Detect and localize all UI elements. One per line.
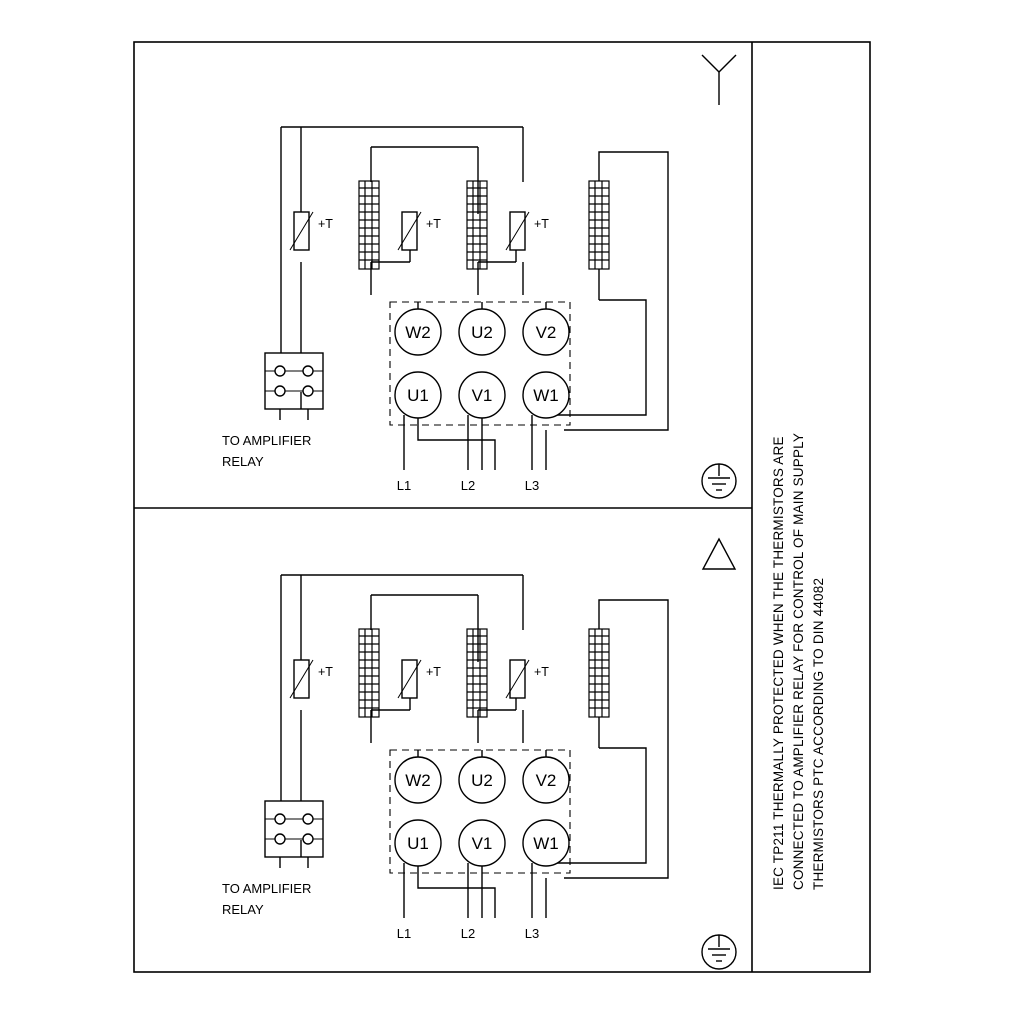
amplifier-label-line2: RELAY bbox=[222, 454, 264, 469]
amplifier-label-line1: TO AMPLIFIER bbox=[222, 433, 312, 448]
supply-label-L2: L2 bbox=[460, 926, 476, 941]
motor-coil-3-star bbox=[589, 181, 609, 269]
side-note-line2: CONNECTED TO AMPLIFIER RELAY FOR CONTROL OF MAIN SUPPLY bbox=[791, 432, 806, 890]
star-bridge-star bbox=[418, 302, 546, 309]
svg-text:+T: +T bbox=[534, 217, 549, 231]
terminal-U2-star bbox=[459, 309, 505, 355]
terminal-U1-star bbox=[395, 372, 441, 418]
supply-label-L1: L1 bbox=[396, 926, 412, 941]
terminal-label: V1 bbox=[471, 386, 493, 405]
terminal-W1-star bbox=[523, 372, 569, 418]
terminal-label: W1 bbox=[533, 834, 559, 853]
wye-connection-icon bbox=[702, 55, 736, 105]
terminal-V1-star bbox=[459, 372, 505, 418]
terminal-label: U1 bbox=[407, 386, 429, 405]
terminal-label: W2 bbox=[405, 323, 431, 342]
motor-coil-1-delta bbox=[359, 629, 379, 717]
svg-text:+T: +T bbox=[426, 665, 441, 679]
side-note bbox=[771, 433, 826, 890]
terminal-label: V2 bbox=[535, 771, 557, 790]
terminal-label: V2 bbox=[535, 323, 557, 342]
supply-lines-star bbox=[404, 415, 546, 470]
panel-delta bbox=[222, 539, 736, 969]
thermistor-1-star bbox=[290, 212, 333, 250]
supply-label-L3: L3 bbox=[524, 926, 540, 941]
motor-coil-2-delta bbox=[467, 629, 487, 717]
terminal-label: U1 bbox=[407, 834, 429, 853]
side-note-line3: THERMISTORS PTC ACCORDING TO DIN 44082 bbox=[811, 577, 826, 890]
terminal-V1-delta bbox=[459, 820, 505, 866]
supply-label-L3: L3 bbox=[524, 478, 540, 493]
terminal-V2-star bbox=[523, 309, 569, 355]
svg-text:+T: +T bbox=[534, 665, 549, 679]
terminal-W2-star bbox=[395, 309, 441, 355]
terminal-W1-delta bbox=[523, 820, 569, 866]
earth-ground-icon-star bbox=[702, 464, 736, 498]
thermistor-3-star bbox=[506, 212, 549, 250]
delta-connection-icon bbox=[703, 539, 735, 569]
amplifier-label-line2: RELAY bbox=[222, 902, 264, 917]
thermistor-1-delta bbox=[290, 660, 333, 698]
panel-star bbox=[222, 55, 736, 498]
terminal-V2-delta bbox=[523, 757, 569, 803]
amplifier-connector-star bbox=[265, 353, 323, 420]
terminal-U1-delta bbox=[395, 820, 441, 866]
terminal-U2-delta bbox=[459, 757, 505, 803]
motor-coil-2-star bbox=[467, 181, 487, 269]
delta-bridges bbox=[418, 750, 546, 757]
supply-label-L1: L1 bbox=[396, 478, 412, 493]
amplifier-label-line1: TO AMPLIFIER bbox=[222, 881, 312, 896]
thermistor-2-star bbox=[398, 212, 441, 250]
amplifier-connector-delta bbox=[265, 801, 323, 868]
terminal-label: U2 bbox=[471, 323, 493, 342]
thermistor-2-delta bbox=[398, 660, 441, 698]
side-note-line1: IEC TP211 THERMALLY PROTECTED WHEN THE THERMISTORS ARE bbox=[771, 436, 786, 890]
svg-text:+T: +T bbox=[318, 665, 333, 679]
earth-ground-icon-delta bbox=[702, 935, 736, 969]
terminal-label: W2 bbox=[405, 771, 431, 790]
supply-lines-delta bbox=[404, 863, 546, 918]
supply-label-L2: L2 bbox=[460, 478, 476, 493]
motor-coil-3-delta bbox=[589, 629, 609, 717]
terminal-label: W1 bbox=[533, 386, 559, 405]
terminal-label: U2 bbox=[471, 771, 493, 790]
terminal-label: V1 bbox=[471, 834, 493, 853]
motor-coil-1-star bbox=[359, 181, 379, 269]
svg-text:+T: +T bbox=[318, 217, 333, 231]
svg-text:+T: +T bbox=[426, 217, 441, 231]
terminal-W2-delta bbox=[395, 757, 441, 803]
thermistor-3-delta bbox=[506, 660, 549, 698]
